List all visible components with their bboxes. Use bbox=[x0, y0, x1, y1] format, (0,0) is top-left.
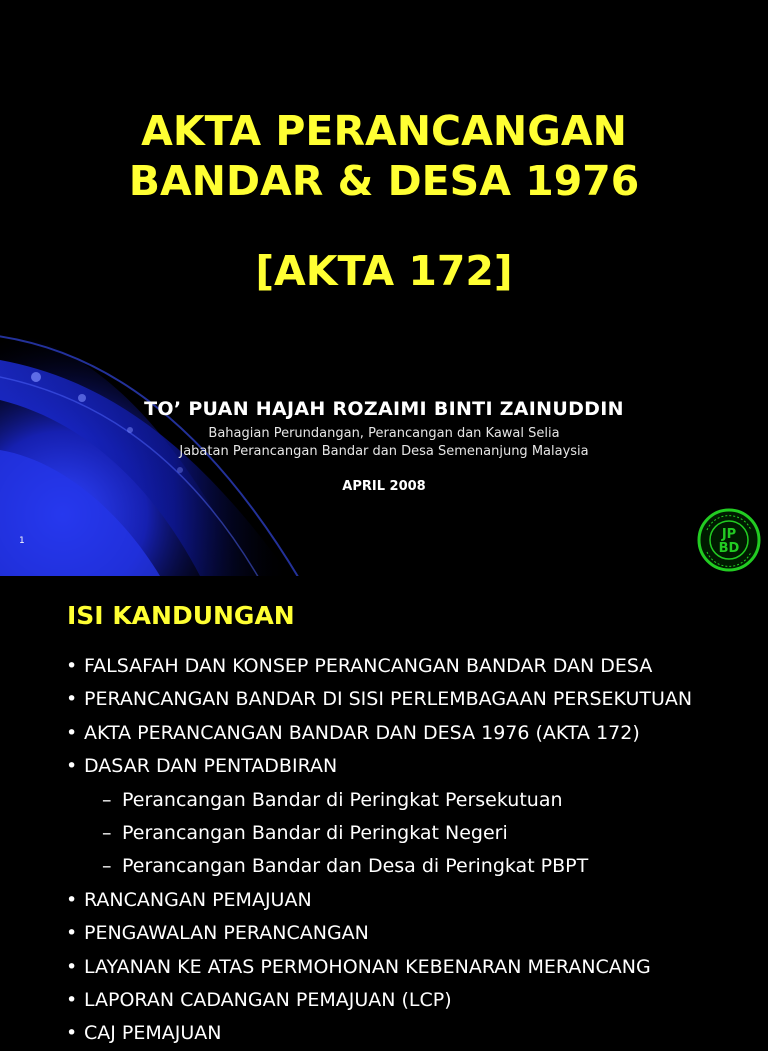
contents-item-text: LAYANAN KE ATAS PERMOHONAN KEBENARAN MERANCANG bbox=[84, 955, 651, 978]
contents-item-text: Perancangan Bandar di Peringkat Persekutuan bbox=[122, 788, 563, 811]
presentation-date: APRIL 2008 bbox=[342, 479, 426, 494]
contents-item-text: DASAR DAN PENTADBIRAN bbox=[84, 755, 338, 778]
contents-item-text: AKTA PERANCANGAN BANDAR DAN DESA 1976 (AKTA 172) bbox=[84, 721, 640, 744]
act-number: [AKTA 172] bbox=[255, 247, 513, 295]
svg-text:BD: BD bbox=[718, 541, 740, 556]
contents-item-text: FALSAFAH DAN KONSEP PERANCANGAN BANDAR DAN DESA bbox=[84, 655, 653, 677]
slide-title bbox=[0, 106, 768, 206]
bullet-marker: • bbox=[66, 655, 78, 677]
department-line-1: Bahagian Perundangan, Perancangan dan Kawal Selia bbox=[208, 426, 560, 441]
bullet-marker: – bbox=[102, 822, 112, 845]
jpbd-logo bbox=[697, 508, 761, 572]
contents-item bbox=[66, 683, 692, 716]
bullet-marker: • bbox=[66, 1022, 78, 1045]
contents-item-text: PERANCANGAN BANDAR DI SISI PERLEMBAGAAN PERSEKUTUAN bbox=[84, 688, 693, 711]
contents-item bbox=[66, 650, 692, 683]
author-name: TO’ PUAN HAJAH ROZAIMI BINTI ZAINUDDIN bbox=[144, 398, 624, 420]
bullet-marker: • bbox=[66, 888, 78, 911]
bullet-marker: • bbox=[66, 688, 78, 711]
contents-item-text: RANCANGAN PEMAJUAN bbox=[84, 888, 312, 911]
department-line-2: Jabatan Perancangan Bandar dan Desa Semenanjung Malaysia bbox=[179, 444, 589, 459]
bullet-marker: • bbox=[66, 989, 78, 1012]
contents-slide bbox=[0, 576, 768, 1045]
contents-item bbox=[66, 951, 692, 984]
svg-text:JP: JP bbox=[721, 527, 737, 542]
bullet-marker: • bbox=[66, 755, 78, 778]
contents-subitem bbox=[66, 850, 692, 883]
contents-item-text: PENGAWALAN PERANCANGAN bbox=[84, 922, 369, 945]
bullet-marker: – bbox=[102, 855, 112, 878]
contents-item bbox=[66, 750, 692, 783]
contents-item-text: CAJ PEMAJUAN bbox=[84, 1022, 222, 1045]
contents-heading: ISI KANDUNGAN bbox=[67, 601, 295, 630]
bullet-marker: • bbox=[66, 955, 78, 978]
contents-item bbox=[66, 917, 692, 950]
contents-item-text: Perancangan Bandar dan Desa di Peringkat PBPT bbox=[122, 855, 589, 878]
slide-number: 1 bbox=[19, 536, 25, 546]
contents-subitem bbox=[66, 817, 692, 850]
contents-item bbox=[66, 717, 692, 750]
contents-item-text: Perancangan Bandar di Peringkat Negeri bbox=[122, 822, 508, 845]
contents-item bbox=[66, 884, 692, 917]
title-line-2: BANDAR & DESA 1976 bbox=[128, 157, 640, 206]
bullet-marker: – bbox=[102, 788, 112, 811]
bullet-marker: • bbox=[66, 922, 78, 945]
contents-item-text: LAPORAN CADANGAN PEMAJUAN (LCP) bbox=[84, 989, 452, 1012]
title-line-1: AKTA PERANCANGAN bbox=[141, 107, 627, 155]
contents-subitem bbox=[66, 784, 692, 817]
bullet-marker: • bbox=[66, 721, 78, 744]
contents-item bbox=[66, 984, 692, 1017]
department bbox=[0, 425, 768, 461]
contents-item bbox=[66, 1017, 692, 1050]
contents-list bbox=[66, 650, 692, 1051]
